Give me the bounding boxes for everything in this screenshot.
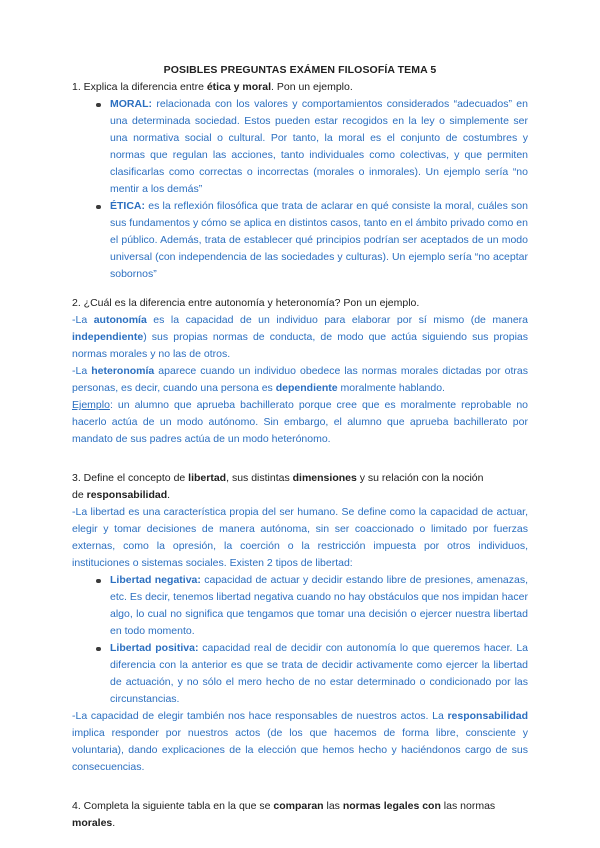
bullet-icon [96,205,101,210]
text-segment-bold: morales [72,817,113,829]
text-segment: . [167,489,171,501]
paragraph-ejemplo [72,397,528,448]
text-segment-underline: Ejemplo [72,399,110,411]
text-segment-bold: Libertad negativa: [110,574,201,586]
bullet-item-moral [72,96,528,198]
text-segment: , sus distintas [226,472,293,484]
bullet-item-libertad-negativa [72,572,528,640]
text-segment-bold: libertad [188,472,227,484]
paragraph-libertad-intro [72,504,528,572]
text-segment: y su relación con la noción [356,472,484,484]
document-title: POSIBLES PREGUNTAS EXÁMEN FILOSOFÍA TEMA 5 [163,64,437,76]
text-segment: . [112,817,116,829]
bullet-icon [96,103,101,108]
text-segment-bold: ética y moral [206,81,272,93]
paragraph-responsabilidad [72,708,528,776]
text-segment: relacionada con los valores y comportamientos considerados “adecuados” en una determinada sociedad. Estos pueden estar recogidos en la ley o simplemente ser una normativa social o cultural. Por tanto, la moral es el conjunto de costumbres y normas que regulan las acciones, tanto individuales como colectivas, y que permiten clasificarlas como correctas o incorrectas (morales o inmorales). Un ejemplo sería “no mentir a los demás” [110,98,528,195]
text-segment-bold: autonomía [93,314,147,326]
question-4 [72,798,528,832]
text-segment: . Pon un ejemplo. [271,81,353,93]
paragraph-heteronomia [72,363,528,397]
text-segment-bold: Libertad positiva: [110,642,199,654]
text-segment-bold: heteronomía [91,365,155,377]
text-segment: : un alumno que aprueba bachillerato porque cree que es moralmente reprobable no hacerlo actúa de un modo autónomo. Sin embargo, el alumno que aprueba bachillerato por mandato de sus padres actúa de un modo heterónomo. [72,399,528,445]
text-segment: -La libertad es una característica propia del ser humano. Se define como la capacidad de actuar, elegir y tomar decisiones de manera autónoma, sin ser coaccionado o limitado por fuerzas externas, como la opresión, la coerción o la restricción impuesta por otros individuos, instituciones o sistemas sociales. Existen 2 tipos de libertad: [72,506,528,569]
text-segment-bold: dimensiones [292,472,357,484]
text-segment-bold: comparan [273,800,324,812]
text-segment: 2. ¿Cuál es la diferencia entre autonomía y heteronomía? Pon un ejemplo. [72,297,420,309]
answer-list-q1 [72,96,528,283]
text-segment: es la capacidad de un individuo para elaborar por sí mismo (de manera [146,314,529,326]
text-segment: aparece cuando un individuo obedece las normas morales dictadas por otras personas, es decir, cuando una persona es [72,365,528,394]
text-segment-bold: normas legales con [342,800,441,812]
text-segment: 4. Completa la siguiente tabla en la que se [72,800,274,812]
text-segment: capacidad de actuar y decidir estando libre de presiones, amenazas, etc. Es decir, tenemos libertad negativa cuando no hay obstáculos que nos impidan hacer algo, lo cual no significa que tengamos que tomar una decisión o ejercer nuestra libertad en todo momento. [110,574,528,637]
bullet-icon [96,579,101,584]
text-segment: de [72,489,87,501]
text-segment: moralmente hablando. [337,382,445,394]
text-segment: las [323,800,343,812]
text-segment: -La [72,314,94,326]
text-segment: es la reflexión filosófica que trata de aclarar en qué consiste la moral, cuáles son sus fundamentos y cómo se aplica en distintos casos, tanto en el ámbito privado como en el público. Además, trata de establecer qué principios podrían ser aceptados de un modo universal (con independencia de las sociedades y culturas). Un ejemplo sería “no aceptar sobornos” [110,200,528,280]
question-1 [72,79,528,96]
bullet-icon [96,647,101,652]
text-segment-bold: responsabilidad [447,710,528,722]
text-segment: 3. Define el concepto de [72,472,189,484]
answer-list-q3 [72,572,528,708]
question-2 [72,295,528,312]
text-segment: implica responder por nuestros actos (de los que hacemos de forma libre, consciente y voluntaria), dando explicaciones de la elección que hemos hecho y haciéndonos cargo de sus consecuencias. [72,727,528,773]
text-segment: 1. Explica la diferencia entre [72,81,207,93]
text-segment: -La [72,365,92,377]
text-segment: capacidad real de decidir con autonomía lo que queremos hacer. La diferencia con la anterior es que se trata de decidir activamente como ejercer la libertad de actuación, y no sólo el mero hecho de no estar determinado o condicionado por las circunstancias. [110,642,528,705]
bullet-item-etica [72,198,528,283]
bullet-item-libertad-positiva [72,640,528,708]
text-segment-bold: ÉTICA: [110,200,145,212]
text-segment-bold: MORAL: [110,98,152,110]
text-segment: -La capacidad de elegir también nos hace responsables de nuestros actos. La [72,710,448,722]
text-segment-bold: independiente [72,331,144,343]
text-segment: las normas [440,800,496,812]
text-segment: ) sus propias normas de conducta, de modo que actúa siguiendo sus propias normas morales y no las de otros. [72,331,528,360]
paragraph-autonomia [72,312,528,363]
text-segment-bold: dependiente [275,382,338,394]
question-3 [72,470,528,504]
text-segment-bold: responsabilidad [86,489,168,501]
